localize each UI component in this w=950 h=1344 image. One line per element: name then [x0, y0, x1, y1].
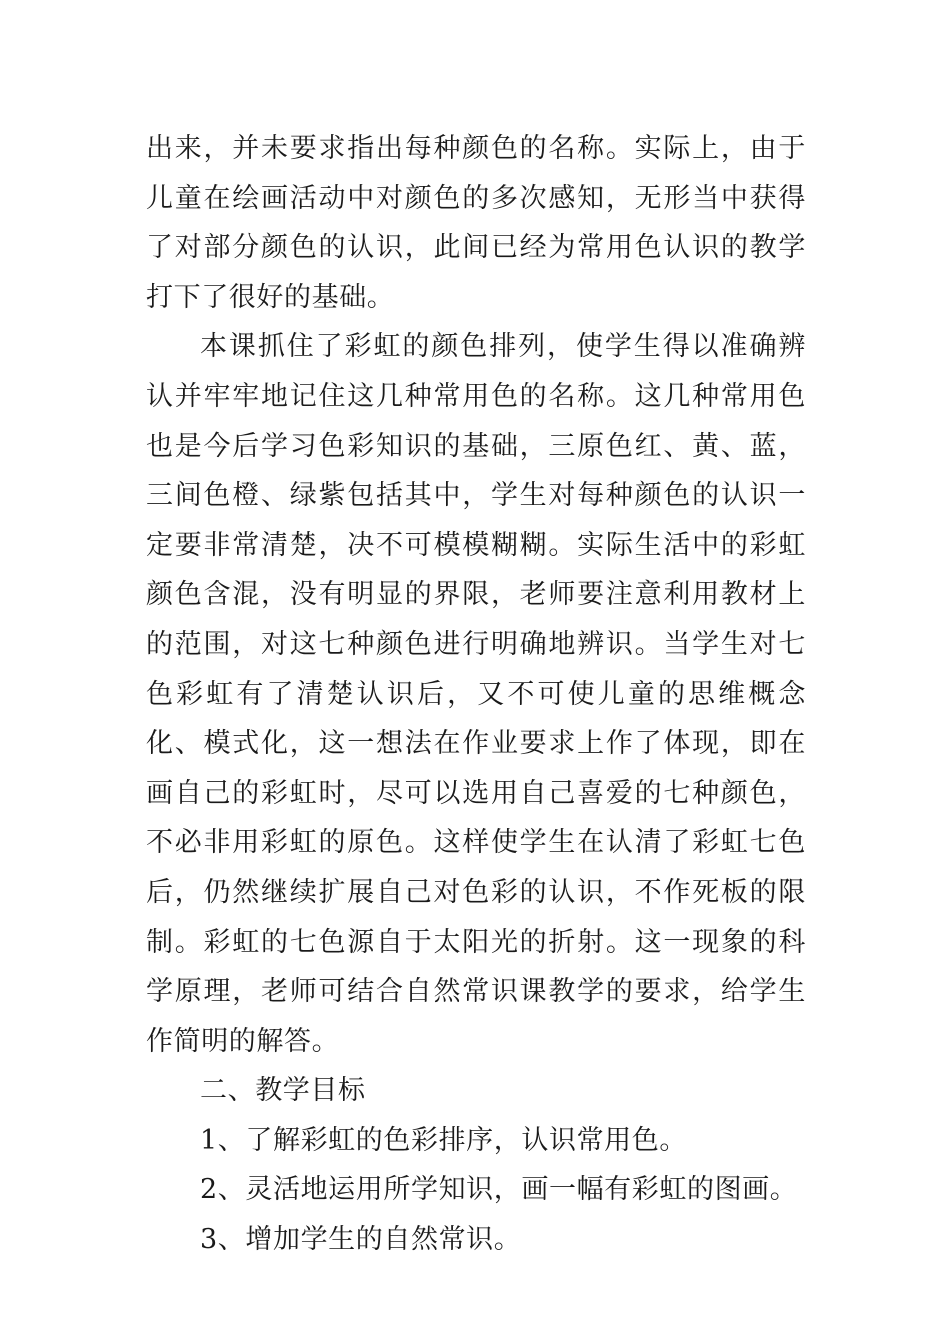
objective-item-2: 2、灵活地运用所学知识，画一幅有彩虹的图画。 [200, 1174, 798, 1206]
document-body [146, 124, 806, 1265]
paragraph-continuation: 出来，并未要求指出每种颜色的名称。实际上，由于儿童在绘画活动中对颜色的多次感知，无形当中获得了对部分颜色的认识，此间已经为常用色认识的教学打下了很好的基础。 [146, 133, 806, 313]
objective-item-1: 1、了解彩虹的色彩排序，认识常用色。 [200, 1124, 687, 1156]
section-heading-objectives: 二、教学目标 [200, 1075, 366, 1107]
paragraph-lesson-analysis: 本课抓住了彩虹的颜色排列，使学生得以准确辨认并牢牢地记住这几种常用色的名称。这几种常用色也是今后学习色彩知识的基础，三原色红、黄、蓝，三间色橙、绿紫包括其中，学生对每种颜色的认识一定要非常清楚，决不可模模糊糊。实际生活中的彩虹颜色含混，没有明显的界限，老师要注意利用教材上的范围，对这七种颜色进行明确地辨识。当学生对七色彩虹有了清楚认识后，又不可使儿童的思维概念化、模式化，这一想法在作业要求上作了体现，即在画自己的彩虹时，尽可以选用自己喜爱的七种颜色，不必非用彩虹的原色。这样使学生在认清了彩虹七色后，仍然继续扩展自己对色彩的认识，不作死板的限制。彩虹的七色源自于太阳光的折射。这一现象的科学原理，老师可结合自然常识课教学的要求，给学生作简明的解答。 [146, 331, 806, 1057]
objective-item-3: 3、增加学生的自然常识。 [200, 1224, 522, 1256]
